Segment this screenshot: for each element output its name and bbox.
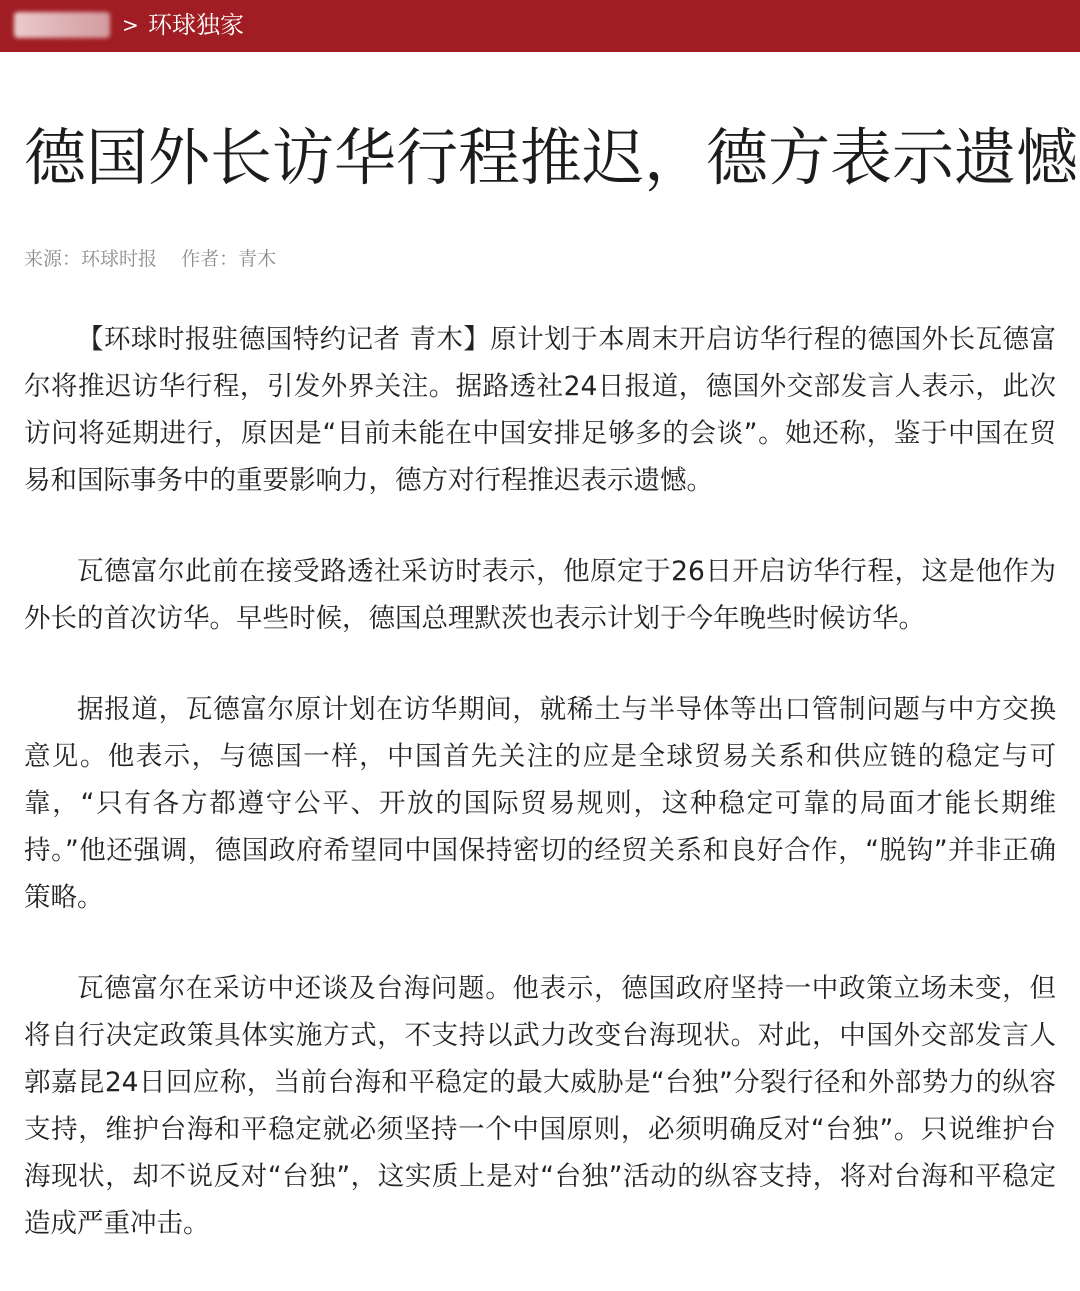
article-paragraph: 据报道，瓦德富尔原计划在访华期间，就稀土与半导体等出口管制问题与中方交换意见。他表示，与德国一样，中国首先关注的应是全球贸易关系和供应链的稳定与可靠，“只有各方都遵守公平、开放的国际贸易规则，这种稳定可靠的局面才能长期维持。”他还强调，德国政府希望同中国保持密切的经贸关系和良好合作，“脱钩”并非正确策略。	[24, 694, 1056, 913]
article-meta	[24, 244, 294, 274]
article-body	[24, 316, 1056, 1291]
article-title: 德国外长访华行程推迟，德方表示遗憾	[24, 121, 1079, 194]
breadcrumb-current-section[interactable]: 环球独家	[148, 11, 244, 39]
breadcrumb-separator: >	[122, 13, 139, 37]
article-source: 来源：环球时报	[24, 248, 158, 270]
article-paragraph: 瓦德富尔在采访中还谈及台海问题。他表示，德国政府坚持一中政策立场未变，但将自行决定政策具体实施方式，不支持以武力改变台海现状。对此，中国外交部发言人郭嘉昆24日回应称，当前台海和平稳定的最大威胁是“台独”分裂行径和外部势力的纵容支持，维护台海和平稳定就必须坚持一个中国原则，必须明确反对“台独”。只说维护台海现状，却不说反对“台独”，这实质上是对“台独”活动的纵容支持，将对台海和平稳定造成严重冲击。	[24, 973, 1056, 1239]
article-author: 作者：青木	[181, 248, 277, 270]
top-navigation-bar	[0, 0, 1080, 52]
article-paragraph: 瓦德富尔此前在接受路透社采访时表示，他原定于26日开启访华行程，这是他作为外长的首次访华。早些时候，德国总理默茨也表示计划于今年晚些时候访华。	[24, 556, 1056, 634]
article-paragraph: 【环球时报驻德国特约记者 青木】原计划于本周末开启访华行程的德国外长瓦德富尔将推迟访华行程，引发外界关注。据路透社24日报道，德国外交部发言人表示，此次访问将延期进行，原因是“目前未能在中国安排足够多的会谈”。她还称，鉴于中国在贸易和国际事务中的重要影响力，德方对行程推迟表示遗憾。	[24, 324, 1056, 496]
site-logo-icon[interactable]	[14, 12, 110, 38]
